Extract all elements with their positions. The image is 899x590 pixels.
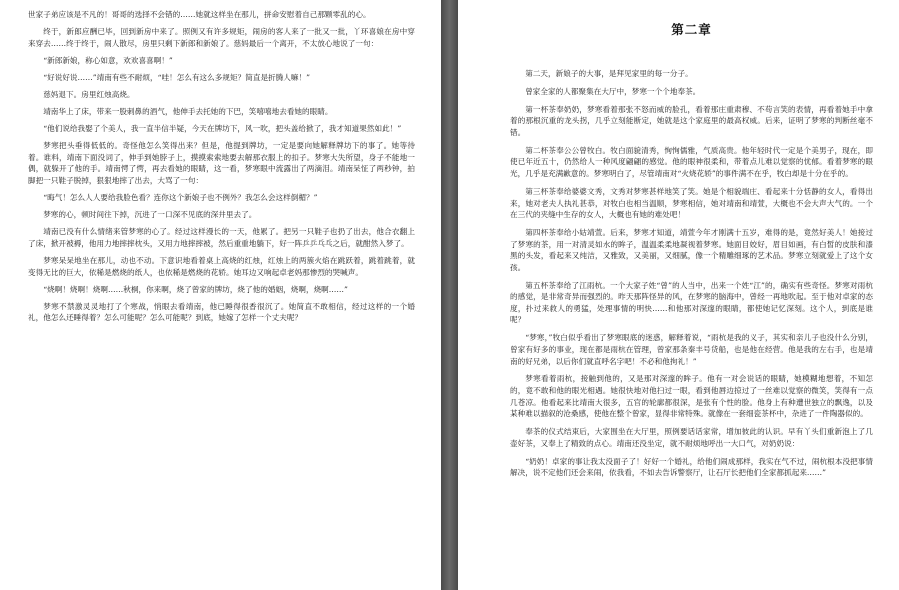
- paragraph: 第四杯茶奉给小姑靖萱。后来，梦寒才知道，靖萱今年才刚满十五岁，难得的是，竟然好美人！她接过了梦寒的茶，用一对清灵如水的眸子，温温柔柔地凝视着梦寒。她面目姣好，眉目如画，有白皙的皮肤和漆黑的头发，看起来又纯洁，又雅致，又美丽，又细腻，像一个精雕细琢的艺术品。梦寒立刻就爱上了这个女孩。: [510, 228, 873, 272]
- left-page: [0, 0, 441, 590]
- paragraph: 梦寒的心，顿时间往下掉，沉进了一口深不见底的深井里去了。: [43, 210, 257, 220]
- paragraph: 曾家全家的人都聚集在大厅中，梦寒一个个地奉茶。: [525, 86, 701, 96]
- paragraph: 梦寒把头垂得低低的。奇怪他怎么笑得出来？但是，他提到牌坊，一定是要向她解释牌坊下的事了。她等待着。谁料，靖南下面没词了，伸手到她脖子上，摸摸索索地要去解那衣服上的扣子。梦寒大失所望，身子不能地一偶，就躲开了他的手。靖南愕了愕，再去看她的眼睛，这一看，梦寒眼中流露出了两滴泪。靖南呆怔了两秒钟，拍脚把一只鞋子脱掉，狠狠地摔了出去，大骂了一句：: [28, 141, 415, 186]
- paragraph: “新郎新娘，称心如意，欢欢喜喜啊！”: [43, 55, 173, 65]
- page-gutter: [441, 0, 458, 590]
- paragraph: “奶奶！卓家的事让我太没面子了！好好一个婚礼，给他们闹成那样，我实在气不过，闹杭根本没把事情解决，说不定他们还会来闹，依我看，不如去告诉警察厅，让石厅长把他们全家都抓起来……”: [510, 456, 873, 478]
- paragraph: 第一杯茶奉奶奶，梦寒看着那张不怒而威的脸孔，看着那庄重肃穆、不苟言笑的表情，再看着她手中拿着的那根沉重的龙头拐，几乎立刻能断定，她就是这个家庭里的最高权威。后来，证明了梦寒的判断丝毫不错。: [510, 104, 873, 137]
- paragraph: 第二杯茶奉公公曾牧白。牧白面貌清秀，恂恂儒雅，气质高贵。他年轻时代一定是个美男子，现在，即使已年近五十，仍然给人一种风度翩翩的感觉。他的眼神很柔和，带着点儿难以觉察的忧郁。看着梦寒的眼光，几乎是充满歉意的。梦寒明白了，尽管靖南对“火烧花轿”的事件满不在乎，牧白却是十分在乎的。: [510, 145, 873, 179]
- paragraph: 梦寒看着雨杭，接触到他的，又是那对深邃的眸子。他有一对会说话的眼睛，她模糊地想着，不知怎的，竟不敢和他的眼光相遇。她很快地对他扫过一眼，看到他唇边掠过了一丝难以觉察的微笑，笑得有一点几苍凉。他看起来比靖南大很多，五官的轮廓都很深，是张有个性的脸。他身上有种遭世独立的飘逸，以及某种难以描叙的沧桑感，使他在整个曾家，显得非常特殊。就像在一套细瓷茶杯中，杂进了一件陶器似的。: [510, 374, 873, 419]
- paragraph: 慈妈退下。房里红烛高烧。: [43, 89, 135, 99]
- right-page: [458, 0, 899, 590]
- paragraph: 第二天，新娘子的大事，是拜见家里的每一分子。: [525, 69, 693, 78]
- paragraph: 第五杯茶奉给了江雨杭。一个大家子姓“曾”的人当中，出来一个姓“江”的，确实有些奇怪。梦寒对雨杭的感觉，是非常奇异而强烈的。昨天那阵怪异的风，在梦寒的脑海中，曾经一再地吹起。至于他对卓家的态度，扑过来救人的勇猛，处理事情的明快……和他那对深邃的眼睛，都使她记忆深刻。这个人，到底是谁呢？: [510, 280, 873, 325]
- paragraph: 第三杯茶奉给婆婆文秀，文秀对梦寒甚样地笑了笑。她是个相貌端庄、看起来十分恬静的女人，看得出来，她对老夫人执礼甚恭，对牧白也相当温顺，梦寒相信，她对靖南和靖萱，大概也不会大声大气的。一个在三代的夹缝中生存的女人，大概也有她的难处吧！: [510, 186, 873, 220]
- paragraph: 梦寒不禁激灵灵地打了个寒战，悄眼去看靖南，他已睡得很香很沉了。她简直不敢相信，经过这样的一个婚礼，他怎么还睡得着？怎么可能呢？怎么可能呢？到底，她嫁了怎样一个丈夫呢？: [28, 301, 415, 323]
- paragraph: “好说好说……”靖南有些不耐烦，“哇！怎么有这么多规矩？简直是折腾人嘛！”: [43, 72, 311, 82]
- paragraph: “梦寒，”牧白似乎看出了梦寒眼底的迷惑，解释着说，“雨杭是我的义子，其实和亲儿子也没什么分别，曾家有好多的事业，现在都是雨杭在管理，曾家那条秦丰号货船，也是他在经营。他是我的左右手，也是靖南的好兄弟，以后你们就直呼名字吧！不必和他拘礼！”: [510, 333, 873, 366]
- paragraph: “烧啊！烧啊！烧啊……秋桐，你来啊，烧了曾家的牌坊，烧了他的婚姻，烧啊，烧啊……”: [43, 284, 348, 294]
- paragraph: 奉茶的仪式结束后，大家围坐在大厅里，照例要话话家常，增加彼此的认识。早有丫头们重新泡上了几壶好茶，又奉上了精致的点心。靖南还没坐定，就不耐烦地呼出一大口气，对奶奶说：: [510, 427, 873, 448]
- paragraph: 靖南华上了床，带来一股刺鼻的酒气，他伸手去托她的下巴，笑嘻嘻地去看她的眼睛。: [43, 107, 333, 117]
- chapter-title: 第二章: [671, 22, 712, 37]
- paragraph: “他们说给我娶了个美人，我一直半信半疑，今天在牌坊下，风一吹，把头盖给掀了，我才知道果然如此！”: [43, 124, 402, 134]
- paragraph: 靖南已没有什么情绪来管梦寒的心了。经过这样漫长的一天，他累了。把另一只鞋子也扔了出去，他合衣翻上了床，掀开被褥，他用力地摔摔枕头，又用力地摔摔被，然后重重地躺下，好一阵乒乒乓乓之后，就酣然入梦了。: [28, 227, 415, 248]
- paragraph: 世家子弟应该是不凡的！哥哥的选择不会错的……她就这样坐在那儿，拼命安慰着自己那颗零乱的心。: [28, 10, 371, 19]
- paragraph: 梦寒呆呆地坐在那儿，动也不动。下意识地看着桌上高烧的红烛，红烛上的两簇火焰在跳跃着，跳着跳着，就变得无比的巨大，依稀是燃烧的纸人，也依稀是燃烧的花轿。她耳边又响起卓老妈那惨烈的哭喊声。: [28, 256, 415, 277]
- paragraph: 终于，新郎应酬已毕，回到新房中来了。照例又有许多规矩，闹房的客人来了一批又一批，丫环喜娘在房中穿来穿去……终于终于，闹人散尽，房里只剩下新郎和新娘了。慈妈最后一个离开，不太放心地说了一句：: [28, 27, 415, 48]
- paragraph: “晦气！怎么人人要给我脸色看？连你这个新娘子也不例外？我怎么会这样倒楣？”: [43, 193, 318, 203]
